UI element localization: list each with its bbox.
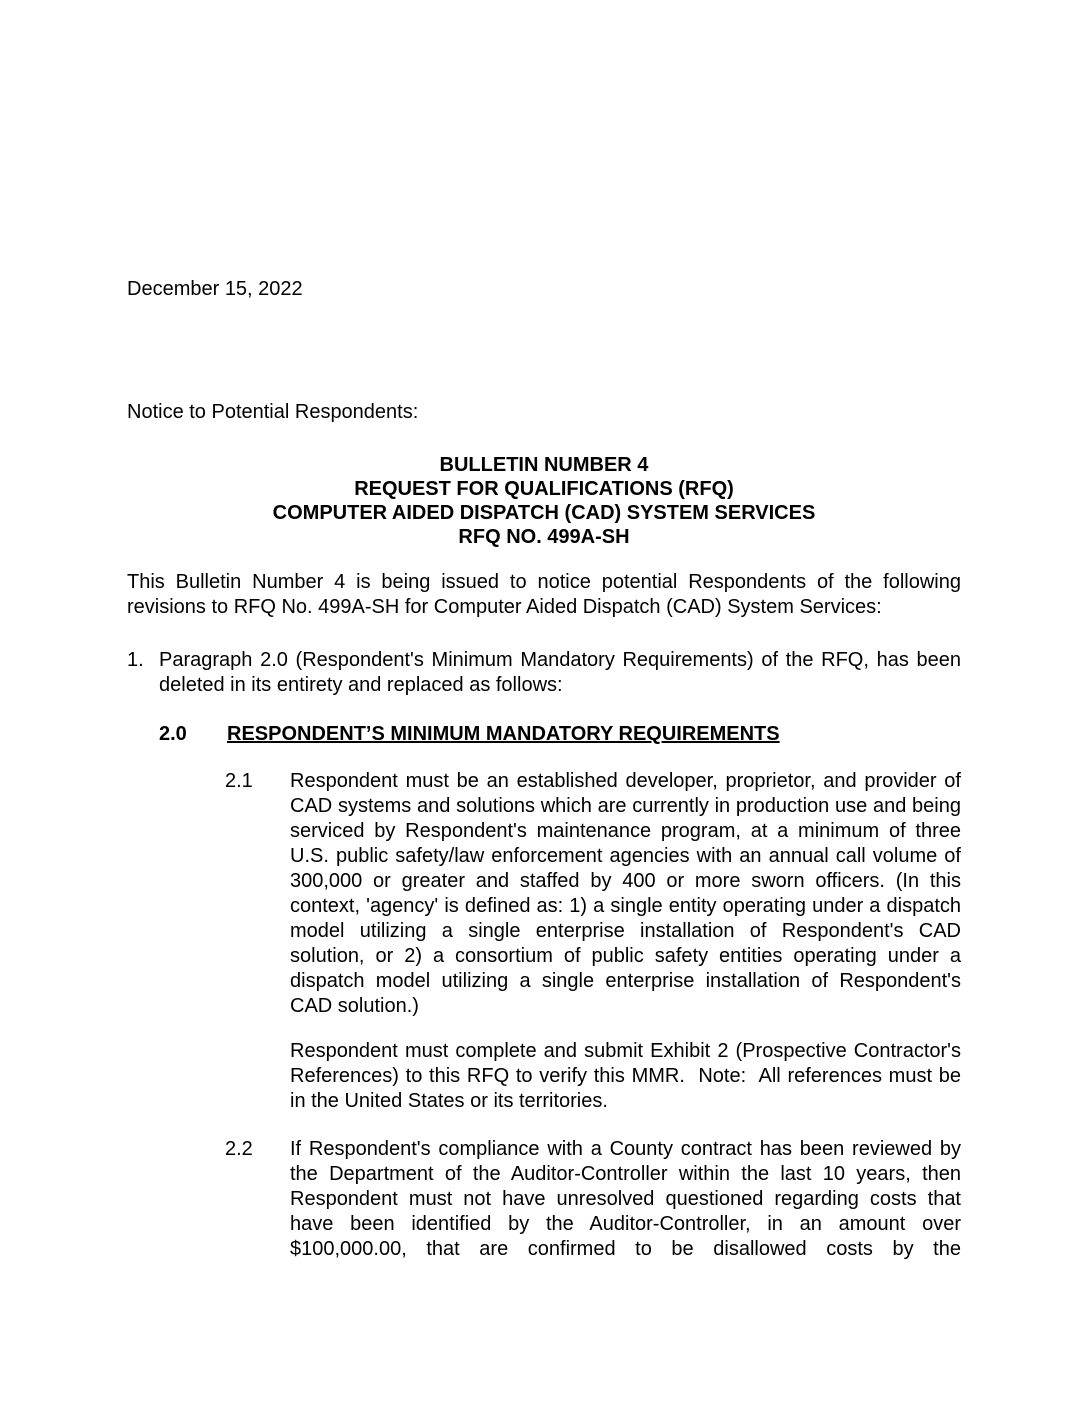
subsection-2-1-paragraph-2: Respondent must complete and submit Exhibit 2 (Prospective Contractor's References) to this RFQ to verify this MMR. Note: All references must be in the United States or its territories.: [290, 1040, 967, 1112]
subsection-2-2-body: [290, 1137, 967, 1262]
item-1-text: Paragraph 2.0 (Respondent's Minimum Mandatory Requirements) of the RFQ, has been deleted in its entirety and replaced as follows:: [159, 649, 967, 696]
title-line-rfq-number: RFQ NO. 499A-SH: [458, 526, 630, 548]
subsection-2-1-paragraph-1: Respondent must be an established developer, proprietor, and provider of CAD systems and solutions which are currently in production use and being serviced by Respondent's maintenance program, at a minimum of three U.S. public safety/law enforcement agencies with an annual call volume of 300,000 or greater and staffed by 400 or more sworn officers. (In this context, 'agency' is defined as: 1) a single entity operating under a dispatch model utilizing a single enterprise installation of Respondent's CAD solution, or 2) a consortium of public safety entities operating under a dispatch model utilizing a single enterprise installation of Respondent's CAD solution.): [290, 770, 967, 1017]
section-number: 2.0: [159, 723, 187, 745]
subsection-2-2-paragraph-1: If Respondent's compliance with a County contract has been reviewed by the Department of the Auditor-Controller within the last 10 years, then Respondent must not have unresolved questioned regarding costs that have been identified by the Auditor-Controller, in an amount over $100,000.00, that are confirmed to be disallowed costs by the: [290, 1138, 967, 1260]
subsection-2-1: [225, 769, 967, 1114]
subsection-2-2-number: 2.2: [225, 1138, 253, 1160]
title-line-cad-services: COMPUTER AIDED DISPATCH (CAD) SYSTEM SERVICES: [272, 502, 816, 524]
intro-paragraph: This Bulletin Number 4 is being issued to notice potential Respondents of the following revisions to RFQ No. 499A-SH for Computer Aided Dispatch (CAD) System Services:: [127, 571, 967, 618]
subsection-2-1-body: [290, 769, 967, 1114]
numbered-item-1: [127, 648, 967, 698]
title-block: [127, 453, 961, 549]
subsection-2-2: [225, 1137, 967, 1262]
section-title: RESPONDENT’S MINIMUM MANDATORY REQUIREMENTS: [227, 723, 780, 745]
section-heading-2-0: [159, 722, 961, 747]
subsection-2-1-number: 2.1: [225, 770, 253, 792]
salutation: Notice to Potential Respondents:: [127, 401, 419, 423]
document-date: December 15, 2022: [127, 278, 303, 300]
item-1-number: 1.: [127, 649, 144, 671]
title-line-rfq: REQUEST FOR QUALIFICATIONS (RFQ): [354, 478, 734, 500]
title-line-bulletin-number: BULLETIN NUMBER 4: [439, 454, 649, 476]
